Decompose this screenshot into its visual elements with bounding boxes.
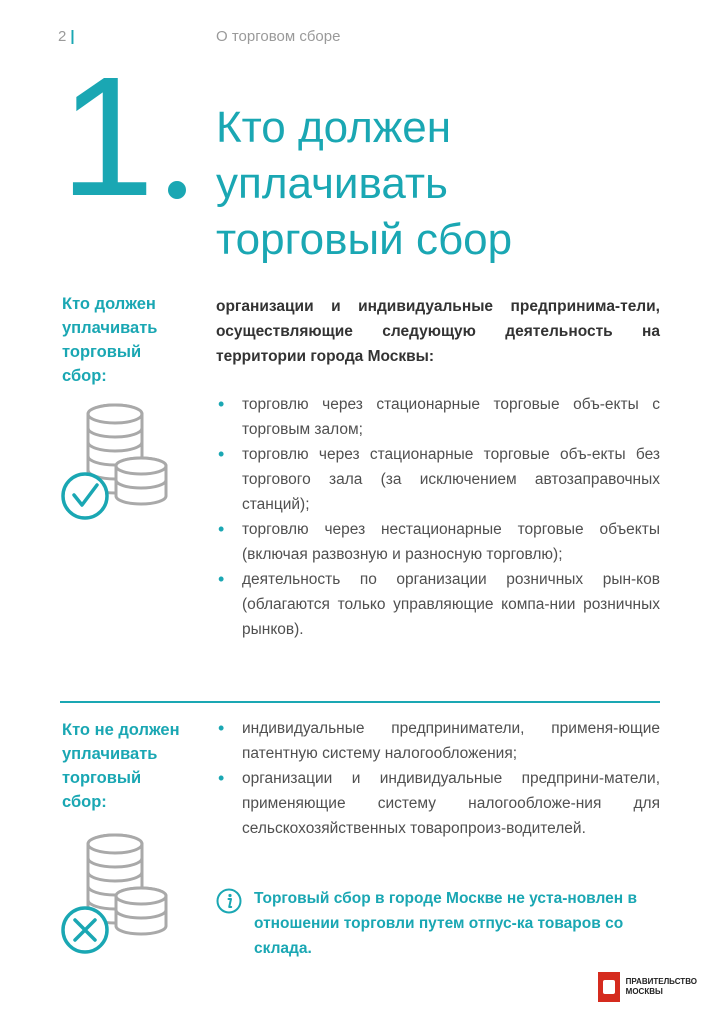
info-icon (216, 888, 242, 914)
list-item (216, 392, 660, 442)
list-item (216, 716, 660, 766)
bullet-icon: • (218, 569, 225, 589)
moscow-coat-of-arms-icon (598, 972, 620, 1002)
logo-line: ПРАВИТЕЛЬСТВО (625, 977, 697, 986)
who-must-pay-list (216, 392, 660, 642)
list-item-text: индивидуальные предприниматели, применя-ющие патентную систему налогообложения; (242, 720, 660, 762)
list-item-text: торговлю через нестационарные торговые объекты (включая развозную и разносную торговлю); (242, 521, 660, 563)
label-line: уплачивать (62, 319, 158, 337)
list-item-text: торговлю через стационарные торговые объ-екты с торговым залом; (242, 396, 660, 438)
who-must-pay-intro: организации и индивидуальные предпринима-тели, осуществляющие следующую деятельность на территории города Москвы: (216, 298, 660, 365)
info-note-text: Торговый сбор в городе Москве не уста-новлен в отношении торговли путем отпус-ка товаров со склада. (254, 890, 637, 957)
bullet-icon: • (218, 519, 225, 539)
label-line: сбор: (62, 793, 107, 811)
who-not-pay-list (216, 716, 660, 841)
bullet-icon: • (218, 768, 225, 788)
label-line: Кто должен (62, 295, 156, 313)
page-title-line: уплачивать (216, 159, 448, 208)
list-item (216, 442, 660, 517)
label-line: Кто не должен (62, 721, 180, 739)
logo-line: МОСКВЫ (625, 987, 663, 996)
list-item-text: деятельность по организации розничных рын-ков (облагаются только управляющие компа-нии розничных рынков). (242, 571, 660, 638)
list-item (216, 517, 660, 567)
section-number-dot (168, 181, 186, 199)
coins-check-icon (58, 398, 174, 524)
label-line: сбор: (62, 367, 107, 385)
logo-text (626, 977, 697, 997)
bullet-icon: • (218, 444, 225, 464)
who-not-pay-label (62, 718, 180, 814)
moscow-government-logo (598, 972, 697, 1002)
list-item (216, 766, 660, 841)
page-title-line: торговый сбор (216, 215, 513, 264)
list-item (216, 567, 660, 642)
section-divider (60, 701, 660, 703)
label-line: уплачивать (62, 745, 158, 763)
list-item-text: организации и индивидуальные предприни-матели, применяющие систему налогообложе-ния для сельскохозяйственных товаропроиз-водителей. (242, 770, 660, 837)
section-title: О торговом сборе (216, 28, 341, 45)
header-separator: | (70, 28, 75, 45)
page-number: 2 (58, 28, 67, 45)
bullet-icon: • (218, 394, 225, 414)
page-title-line: Кто должен (216, 103, 452, 152)
page-title (216, 100, 512, 268)
who-must-pay-label (62, 292, 157, 388)
label-line: торговый (62, 343, 142, 361)
section-number: 1 (60, 42, 155, 232)
coins-cross-icon (58, 830, 174, 956)
bullet-icon: • (218, 718, 225, 738)
list-item-text: торговлю через стационарные торговые объ-екты без торгового зала (за исключением автозаправочных станций); (242, 446, 660, 513)
label-line: торговый (62, 769, 142, 787)
